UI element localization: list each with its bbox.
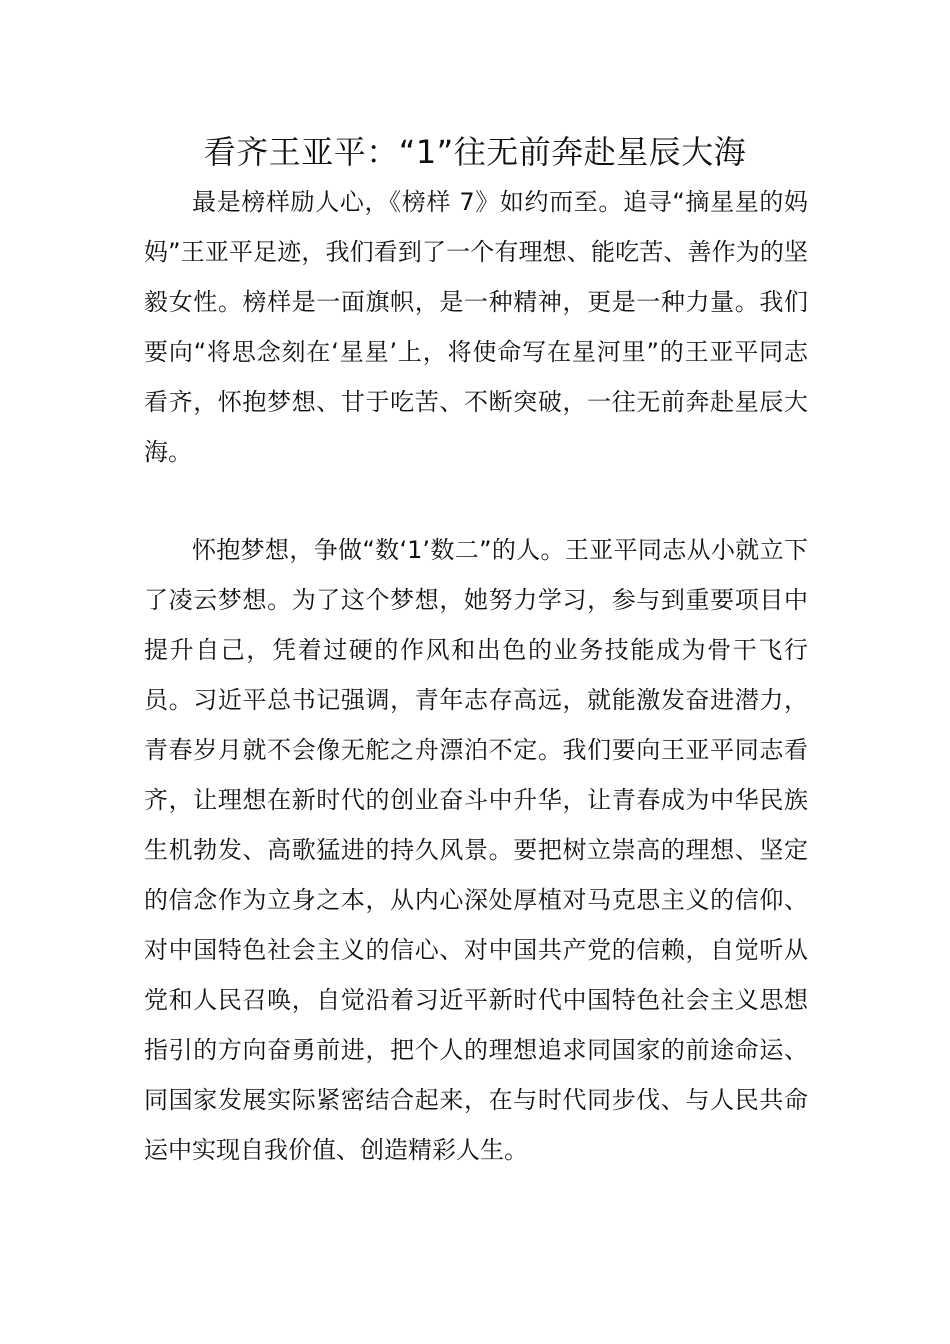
paragraph-intro: 最是榜样励人心，《榜样 7》如约而至。追寻“摘星星的妈妈”王亚平足迹，我们看到了一个有理想、能吃苦、善作为的坚毅女性。榜样是一面旗帜，是一种精神，更是一种力量。我们要向“将思念刻在‘星星’上，将使命写在星河里”的王亚平同志看齐，怀抱梦想、甘于吃苦、不断突破，一往无前奔赴星辰大海。 <box>144 188 808 466</box>
page-title: 看齐王亚平：“1”往无前奔赴星辰大海 <box>203 133 747 171</box>
paragraph-dream: 怀抱梦想，争做“数‘1’数二”的人。王亚平同志从小就立下了凌云梦想。为了这个梦想，她努力学习，参与到重要项目中提升自己，凭着过硬的作风和出色的业务技能成为骨干飞行员。习近平总书记强调，青年志存高远，就能激发奋进潜力，青春岁月就不会像无舵之舟漂泊不定。我们要向王亚平同志看齐，让理想在新时代的创业奋斗中升华，让青春成为中华民族生机勃发、高歌猛进的持久风景。要把树立崇高的理想、坚定的信念作为立身之本，从内心深处厚植对马克思主义的信仰、对中国特色社会主义的信心、对中国共产党的信赖，自觉听从党和人民召唤，自觉沿着习近平新时代中国特色社会主义思想指引的方向奋勇前进，把个人的理想追求同国家的前途命运、同国家发展实际紧密结合起来，在与时代同步伐、与人民共命运中实现自我价值、创造精彩人生。 <box>144 536 808 1164</box>
